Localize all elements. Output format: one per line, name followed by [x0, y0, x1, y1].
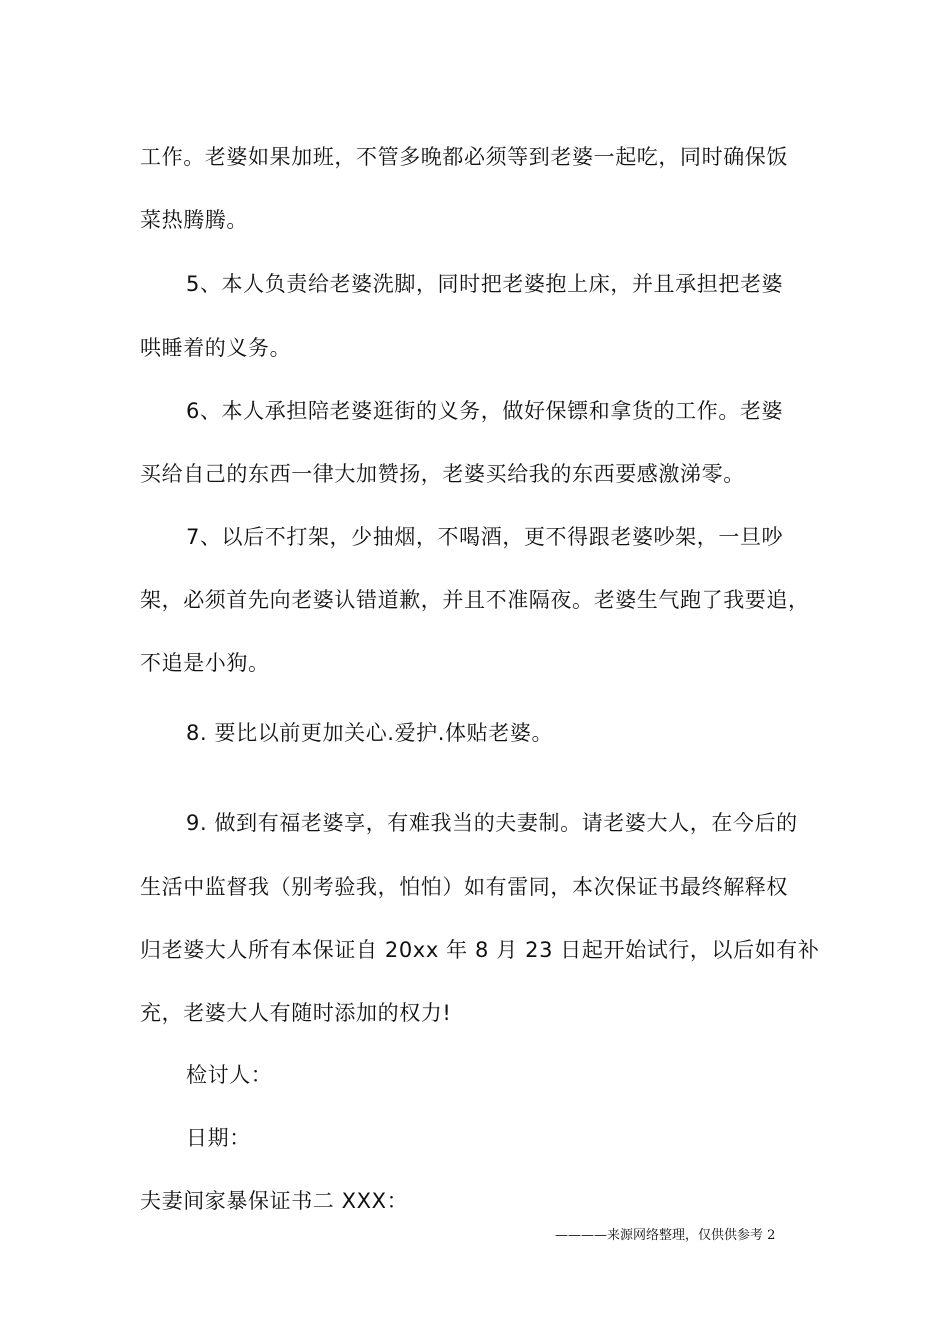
item-8-line: 8. 要比以前更加关心.爱护.体贴老婆。: [186, 721, 554, 745]
item-9-line: 生活中监督我（别考验我，怕怕）如有雷同，本次保证书最终解释权: [140, 875, 788, 899]
paragraph-line: 菜热腾腾。: [140, 208, 248, 232]
paragraph-line: 工作。老婆如果加班，不管多晚都必须等到老婆一起吃，同时确保饭: [140, 145, 788, 169]
item-5-line: 5、本人负责给老婆洗脚，同时把老婆抱上床，并且承担把老婆: [186, 272, 784, 296]
item-9-line: 归老婆大人所有本保证自 20xx 年 8 月 23 日起开始试行，以后如有补: [140, 938, 820, 962]
item-5-line: 哄睡着的义务。: [140, 336, 292, 360]
section-heading: 夫妻间家暴保证书二 XXX：: [140, 1189, 409, 1213]
date-label: 日期：: [186, 1126, 251, 1150]
item-7-line: 不追是小狗。: [140, 651, 270, 675]
item-9-line: 9. 做到有福老婆享，有难我当的夫妻制。请老婆大人，在今后的: [186, 811, 798, 835]
item-6-line: 6、本人承担陪老婆逛街的义务，做好保镖和拿货的工作。老婆: [186, 399, 784, 423]
item-7-line: 架，必须首先向老婆认错道歉，并且不准隔夜。老婆生气跑了我要追，: [140, 588, 810, 612]
page-footer: ————来源网络整理，仅供供参考 2: [555, 1228, 776, 1243]
item-9-line: 充，老婆大人有随时添加的权力!: [140, 1001, 452, 1025]
item-6-line: 买给自己的东西一律大加赞扬，老婆买给我的东西要感激涕零。: [140, 462, 745, 486]
item-7-line: 7、以后不打架，少抽烟，不喝酒，更不得跟老婆吵架，一旦吵: [186, 525, 784, 549]
reviewer-label: 检讨人：: [186, 1063, 273, 1087]
